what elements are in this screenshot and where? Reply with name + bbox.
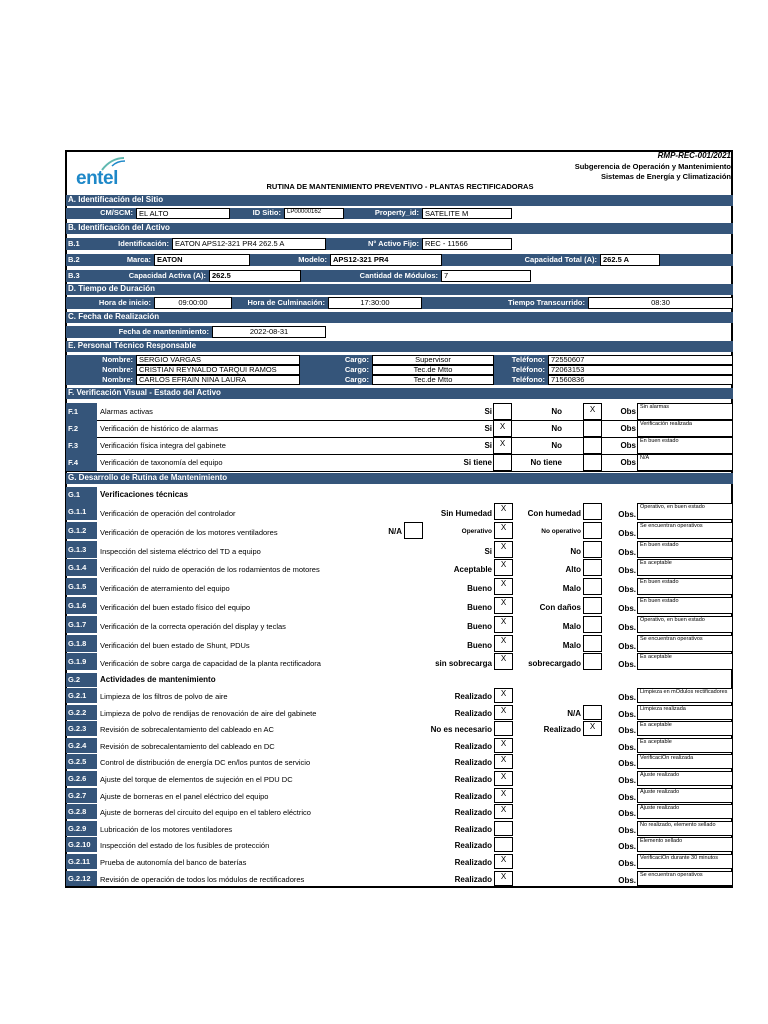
entel-logo <box>72 152 132 192</box>
option-2-label: No <box>551 441 562 450</box>
option-1-checkbox[interactable]: X <box>494 522 513 539</box>
culminacion-value[interactable]: 17:30:00 <box>328 297 422 309</box>
option-2-label: No tiene <box>530 458 562 467</box>
option-1-checkbox[interactable]: X <box>493 437 512 454</box>
row-description: Verificación de histórico de alarmas <box>100 424 218 433</box>
telefono-value[interactable]: 72063153 <box>548 365 733 375</box>
row-code: G.2.2 <box>66 705 97 720</box>
obs-value[interactable]: Es aceptable <box>637 721 733 736</box>
obs-label: Obs. <box>618 859 636 868</box>
option-1-label: Realizado <box>454 741 492 751</box>
cm-label: CM/SCM: <box>66 208 136 219</box>
obs-label: Obs <box>620 441 636 450</box>
obs-label: Obs. <box>618 792 636 802</box>
sistemas: Sistemas de Energía y Climatización <box>600 172 731 181</box>
g2-code: G.2 <box>66 673 97 687</box>
row-code: G.2.10 <box>66 837 97 852</box>
row-code: G.2.5 <box>66 754 97 769</box>
option-1-checkbox[interactable]: X <box>494 871 513 886</box>
cap-total-label: Capacidad Total (A): <box>442 254 600 266</box>
row-description: Prueba de autonomía del banco de baterías <box>100 858 247 867</box>
cargo-value[interactable]: Tec.de Mtto <box>372 375 494 385</box>
obs-value[interactable]: Se encuentran operativos <box>637 635 733 652</box>
marca-label: Marca: <box>97 254 154 266</box>
option-1-label: Realizado <box>454 708 492 718</box>
row-code: G.1.4 <box>66 559 97 576</box>
ident-label: Identificación: <box>97 238 172 250</box>
obs-value[interactable]: Ajuste realizado <box>637 788 733 803</box>
nombre-label: Nombre: <box>66 375 136 385</box>
section-b-title: B. Identificación del Activo <box>66 223 733 234</box>
option-1-checkbox[interactable]: X <box>494 854 513 869</box>
row-description: Ajuste de borneras del circuito del equipo en el tablero eléctrico <box>100 808 311 818</box>
obs-label: Obs <box>620 407 636 416</box>
option-2-checkbox[interactable]: X <box>583 721 602 736</box>
obs-value[interactable]: Es aceptable <box>637 653 733 670</box>
option-2-checkbox[interactable] <box>583 522 602 539</box>
b2-code: B.2 <box>66 254 97 266</box>
modulos-label: Cantidad de Módulos: <box>301 270 441 282</box>
g1-code: G.1 <box>66 487 97 503</box>
property-label: Property_id: <box>344 208 422 219</box>
option-1-checkbox[interactable]: X <box>494 771 513 786</box>
obs-value[interactable]: Ajuste realizado <box>637 804 733 819</box>
obs-label: Obs. <box>618 693 636 702</box>
id-sitio-value[interactable]: LP00000162 <box>284 208 344 219</box>
option-1-checkbox[interactable]: X <box>494 705 513 720</box>
obs-value[interactable]: N/A <box>637 454 733 471</box>
row-code: F.4 <box>66 454 97 471</box>
telefono-value[interactable]: 72550607 <box>548 355 733 365</box>
option-1-label: sin sobrecarga <box>435 659 492 669</box>
row-description: Alarmas activas <box>100 407 153 416</box>
culminacion-label: Hora de Culminación: <box>232 297 328 309</box>
obs-value[interactable]: Se encuentran operativos <box>637 522 733 539</box>
row-description: Inspección del estado de los fusibles de protección <box>100 841 270 851</box>
option-2-checkbox[interactable] <box>583 635 602 652</box>
inicio-label: Hora de inicio: <box>66 297 154 309</box>
modulos-value[interactable]: 7 <box>441 270 531 282</box>
option-1-label: Sin Humedad <box>440 509 492 518</box>
option-1-checkbox[interactable]: X <box>494 597 513 614</box>
option-1-checkbox[interactable]: X <box>494 541 513 558</box>
telefono-label: Teléfono: <box>494 365 548 375</box>
option-2-label: Malo <box>562 621 581 631</box>
g2-title: Actividades de mantenimiento <box>100 675 216 684</box>
option-1-label: Realizado <box>454 824 492 834</box>
row-description: Ajuste del torque de elementos de sujeción en el PDU DC <box>100 775 293 784</box>
option-2-label: sobrecargado <box>528 659 581 669</box>
obs-label: Obs. <box>618 742 636 752</box>
option-2-checkbox[interactable] <box>583 454 602 471</box>
row-code: G.2.11 <box>66 854 97 869</box>
option-1-label: Si <box>484 546 492 556</box>
option-2-checkbox[interactable] <box>583 578 602 595</box>
option-1-checkbox[interactable]: X <box>494 804 513 819</box>
row-divider <box>66 454 733 455</box>
row-code: G.2.8 <box>66 804 97 819</box>
option-1-checkbox[interactable]: X <box>494 616 513 633</box>
subgerencia: Subgerencia de Operación y Mantenimiento <box>574 162 731 171</box>
transcurrido-value[interactable]: 08:30 <box>588 297 733 309</box>
row-code: G.2.4 <box>66 738 97 753</box>
option-2-checkbox[interactable] <box>583 437 602 454</box>
nombre-value[interactable]: SERGIO VARGAS <box>136 355 300 365</box>
option-1-checkbox[interactable]: X <box>494 503 513 520</box>
row-description: Revisión de sobrecalentamiento del cableado en AC <box>100 725 274 735</box>
activo-label: N° Activo Fijo: <box>326 238 422 250</box>
row-code: F.3 <box>66 437 97 454</box>
row-divider <box>66 420 733 421</box>
row-code: G.1.2 <box>66 522 97 539</box>
obs-value[interactable]: VerificaciOn durante 30 minutos <box>637 854 733 869</box>
row-code: G.2.12 <box>66 871 97 886</box>
section-a-title: A. Identificación del Sitio <box>66 195 733 206</box>
obs-label: Obs. <box>618 825 636 835</box>
option-1-label: Realizado <box>454 692 492 701</box>
option-2-checkbox[interactable] <box>583 559 602 576</box>
activo-value[interactable]: REC - 11566 <box>422 238 512 250</box>
section-f-title: F. Verificación Visual - Estado del Activo <box>66 388 733 399</box>
obs-value[interactable]: No realizado, elemento sellado <box>637 821 733 836</box>
telefono-value[interactable]: 71560836 <box>548 375 733 385</box>
obs-value[interactable]: En buen estado <box>637 578 733 595</box>
option-2-label: Con daños <box>539 603 581 612</box>
option-1-checkbox[interactable] <box>493 454 512 471</box>
cargo-value[interactable]: Tec.de Mtto <box>372 365 494 375</box>
nombre-value[interactable]: CRISTIAN REYNALDO TARQUI RAMOS <box>136 365 300 375</box>
modelo-value[interactable]: APS12-321 PR4 <box>330 254 442 266</box>
cap-total-fill <box>660 254 733 266</box>
g1-title: Verificaciones técnicas <box>100 490 189 499</box>
nombre-label: Nombre: <box>66 355 136 365</box>
option-1-label: Bueno <box>467 621 492 631</box>
option-1-checkbox[interactable] <box>493 403 512 420</box>
row-description: Limpieza de los filtros de polvo de aire <box>100 692 228 701</box>
option-2-label: No <box>570 546 581 556</box>
obs-label: Obs. <box>618 726 636 736</box>
option-1-label: No es necesario <box>430 725 492 735</box>
telefono-label: Teléfono: <box>494 375 548 385</box>
obs-value[interactable]: Verificación realizada <box>637 420 733 437</box>
logo-text: entel <box>76 168 118 189</box>
row-description: Verificación de operación de los motores ventiladores <box>100 527 278 537</box>
obs-value[interactable]: En buen estado <box>637 437 733 454</box>
doc-code: RMP-REC-001/2021 <box>657 151 731 160</box>
option-1-label: Realizado <box>454 874 492 884</box>
option-1-label: Bueno <box>467 603 492 612</box>
obs-value[interactable]: Sin alarmas <box>637 403 733 420</box>
option-1-checkbox[interactable]: X <box>494 653 513 670</box>
cm-value[interactable]: EL ALTO <box>136 208 230 219</box>
section-c-title: C. Fecha de Realización <box>66 312 733 323</box>
cargo-label: Cargo: <box>300 365 372 375</box>
section-e-title: E. Personal Técnico Responsable <box>66 341 733 352</box>
nombre-label: Nombre: <box>66 365 136 375</box>
transcurrido-label: Tiempo Transcurrido: <box>422 297 588 309</box>
row-code: G.2.1 <box>66 688 97 703</box>
obs-label: Obs. <box>618 585 636 595</box>
row-code: G.1.3 <box>66 541 97 558</box>
option-1-label: Realizado <box>454 791 492 801</box>
option-2-label: N/A <box>567 708 581 718</box>
option-1-label: Realizado <box>454 775 492 784</box>
row-code: G.2.7 <box>66 788 97 803</box>
form-title: RUTINA DE MANTENIMIENTO PREVENTIVO - PLANTAS RECTIFICADORAS <box>266 182 534 191</box>
row-description: Control de distribución de energía DC en/los puntos de servicio <box>100 758 311 768</box>
cargo-label: Cargo: <box>300 355 372 365</box>
obs-value[interactable]: Se encuentran operativos <box>637 871 733 886</box>
option-1-label: Si <box>484 407 492 416</box>
cap-total-value[interactable]: 262.5 A <box>600 254 660 266</box>
option-1-label: Si <box>484 424 492 433</box>
obs-value[interactable]: Operativo, en buen estado <box>637 503 733 520</box>
option-1-checkbox[interactable]: X <box>494 738 513 753</box>
obs-label: Obs. <box>618 875 636 885</box>
id-sitio-label: ID Sitio: <box>230 208 284 219</box>
row-code: G.1.8 <box>66 635 97 652</box>
option-2-label: Malo <box>562 640 581 650</box>
obs-label: Obs. <box>618 759 636 769</box>
option-1-checkbox[interactable]: X <box>494 754 513 769</box>
cargo-value[interactable]: Supervisor <box>372 355 494 365</box>
option-1-label: Realizado <box>454 858 492 867</box>
option-1-label: Si <box>484 441 492 450</box>
row-code: G.1.1 <box>66 503 97 520</box>
option-2-label: Con humedad <box>527 509 581 518</box>
option-1-label: Operativo <box>461 527 492 535</box>
option-1-checkbox[interactable] <box>494 837 513 852</box>
option-1-label: Realizado <box>454 808 492 818</box>
obs-label: Obs. <box>618 604 636 613</box>
option-1-label: Realizado <box>454 758 492 768</box>
obs-label: Obs <box>620 424 636 433</box>
option-2-label: Alto <box>565 565 581 575</box>
row-description: Limpieza de polvo de rendijas de renovación de aire del gabinete <box>100 708 317 718</box>
option-2-label: No <box>551 407 562 416</box>
row-description: Inspección del sistema eléctrico del TD a equipo <box>100 546 261 556</box>
row-description: Verificación del ruido de operación de los rodamientos de motores <box>100 565 320 575</box>
obs-label: Obs. <box>618 776 636 785</box>
obs-value[interactable]: Ajuste realizado <box>637 771 733 786</box>
nombre-value[interactable]: CARLOS EFRAIN NINA LAURA <box>136 375 300 385</box>
option-2-label: No <box>551 424 562 433</box>
row-description: Revisión de sobrecalentamiento del cableado en DC <box>100 741 275 751</box>
option-1-checkbox[interactable]: X <box>494 788 513 803</box>
option-1-label: Realizado <box>454 841 492 851</box>
obs-label: Obs. <box>618 510 636 519</box>
obs-value[interactable]: Operativo, en buen estado <box>637 616 733 633</box>
row-code: F.2 <box>66 420 97 437</box>
cap-activa-label: Capacidad Activa (A): <box>97 270 209 282</box>
row-code: G.1.5 <box>66 578 97 595</box>
option-2-checkbox[interactable] <box>583 597 602 614</box>
ident-value[interactable]: EATON APS12-321 PR4 262.5 A <box>172 238 326 250</box>
option-1-label: Aceptable <box>453 565 492 575</box>
row-description: Verificación de la correcta operación del display y teclas <box>100 621 286 631</box>
modelo-label: Modelo: <box>250 254 330 266</box>
row-description: Ajuste de borneras en el panel eléctrico del equipo <box>100 791 269 801</box>
row-description: Verificación de sobre carga de capacidad de la planta rectificadora <box>100 659 321 669</box>
row-divider <box>66 471 733 472</box>
option-2-checkbox[interactable] <box>583 705 602 720</box>
row-description: Verificación del buen estado de Shunt, PDUs <box>100 640 250 650</box>
row-description: Verificación de operación del controlador <box>100 509 236 518</box>
obs-label: Obs. <box>618 709 636 719</box>
cargo-label: Cargo: <box>300 375 372 385</box>
property-value[interactable]: SATELITE M <box>422 208 512 219</box>
b3-code: B.3 <box>66 270 97 282</box>
option-2-checkbox[interactable] <box>583 541 602 558</box>
row-description: Verificación del buen estado físico del equipo <box>100 603 251 612</box>
option-1-label: Bueno <box>467 584 492 594</box>
marca-value[interactable]: EATON <box>154 254 250 266</box>
row-code: G.1.9 <box>66 653 97 670</box>
option-1-checkbox[interactable]: X <box>494 559 513 576</box>
obs-value[interactable]: Elemento sellado <box>637 837 733 852</box>
obs-label: Obs. <box>618 566 636 576</box>
option-1-label: Si tiene <box>463 458 492 467</box>
option-1-checkbox[interactable]: X <box>494 578 513 595</box>
obs-label: Obs. <box>618 842 636 852</box>
fecha-label: Fecha de mantenimiento: <box>66 326 212 338</box>
option-2-checkbox[interactable] <box>583 420 602 437</box>
obs-value[interactable]: VerificaciOn realizada <box>637 754 733 769</box>
na-label: N/A <box>388 527 402 536</box>
obs-value[interactable]: Limpieza realizada <box>637 705 733 720</box>
option-2-label: Realizado <box>543 725 581 735</box>
option-1-checkbox[interactable]: X <box>494 635 513 652</box>
obs-label: Obs <box>620 458 636 467</box>
row-code: G.1.6 <box>66 597 97 614</box>
row-divider <box>66 437 733 438</box>
option-2-checkbox[interactable] <box>583 503 602 520</box>
row-code: F.1 <box>66 403 97 420</box>
fecha-value[interactable]: 2022-08-31 <box>212 326 326 338</box>
obs-value[interactable]: En buen estado <box>637 597 733 614</box>
option-1-checkbox[interactable] <box>494 821 513 836</box>
option-1-checkbox[interactable]: X <box>493 420 512 437</box>
telefono-label: Teléfono: <box>494 355 548 365</box>
obs-value[interactable]: Es aceptable <box>637 559 733 576</box>
obs-label: Obs. <box>618 622 636 632</box>
option-2-checkbox[interactable] <box>583 653 602 670</box>
option-2-checkbox[interactable] <box>583 616 602 633</box>
row-description: Verificación física integra del gabinete <box>100 441 226 450</box>
cap-activa-value[interactable]: 262.5 <box>209 270 301 282</box>
option-1-label: Bueno <box>467 640 492 650</box>
row-description: Verificación de aterramiento del equipo <box>100 584 230 594</box>
inicio-value[interactable]: 09:00:00 <box>154 297 232 309</box>
row-description: Revisión de operación de todos los módulos de rectificadores <box>100 874 305 884</box>
option-2-label: Malo <box>562 584 581 594</box>
row-code: G.2.6 <box>66 771 97 786</box>
row-description: Lubricación de los motores ventiladores <box>100 824 233 834</box>
section-d-title: D. Tiempo de Duración <box>66 284 733 295</box>
option-1-checkbox[interactable]: X <box>494 688 513 703</box>
row-code: G.2.9 <box>66 821 97 836</box>
option-2-checkbox[interactable]: X <box>583 403 602 420</box>
obs-value[interactable]: Es aceptable <box>637 738 733 753</box>
obs-label: Obs. <box>618 809 636 819</box>
obs-value[interactable]: En buen estado <box>637 541 733 558</box>
row-code: G.2.3 <box>66 721 97 736</box>
option-2-label: No operativo <box>541 527 581 535</box>
obs-label: Obs. <box>618 547 636 557</box>
section-g-title: G. Desarrollo de Rutina de Mantenimiento <box>66 473 733 484</box>
obs-label: Obs. <box>618 660 636 670</box>
na-checkbox[interactable] <box>404 522 423 539</box>
row-description: Verificación de taxonomía del equipo <box>100 458 223 467</box>
obs-label: Obs. <box>618 641 636 651</box>
obs-label: Obs. <box>618 528 636 538</box>
row-code: G.1.7 <box>66 616 97 633</box>
obs-value[interactable]: Limpieza en mOdulos rectificadores <box>637 688 733 703</box>
b1-code: B.1 <box>66 238 97 250</box>
